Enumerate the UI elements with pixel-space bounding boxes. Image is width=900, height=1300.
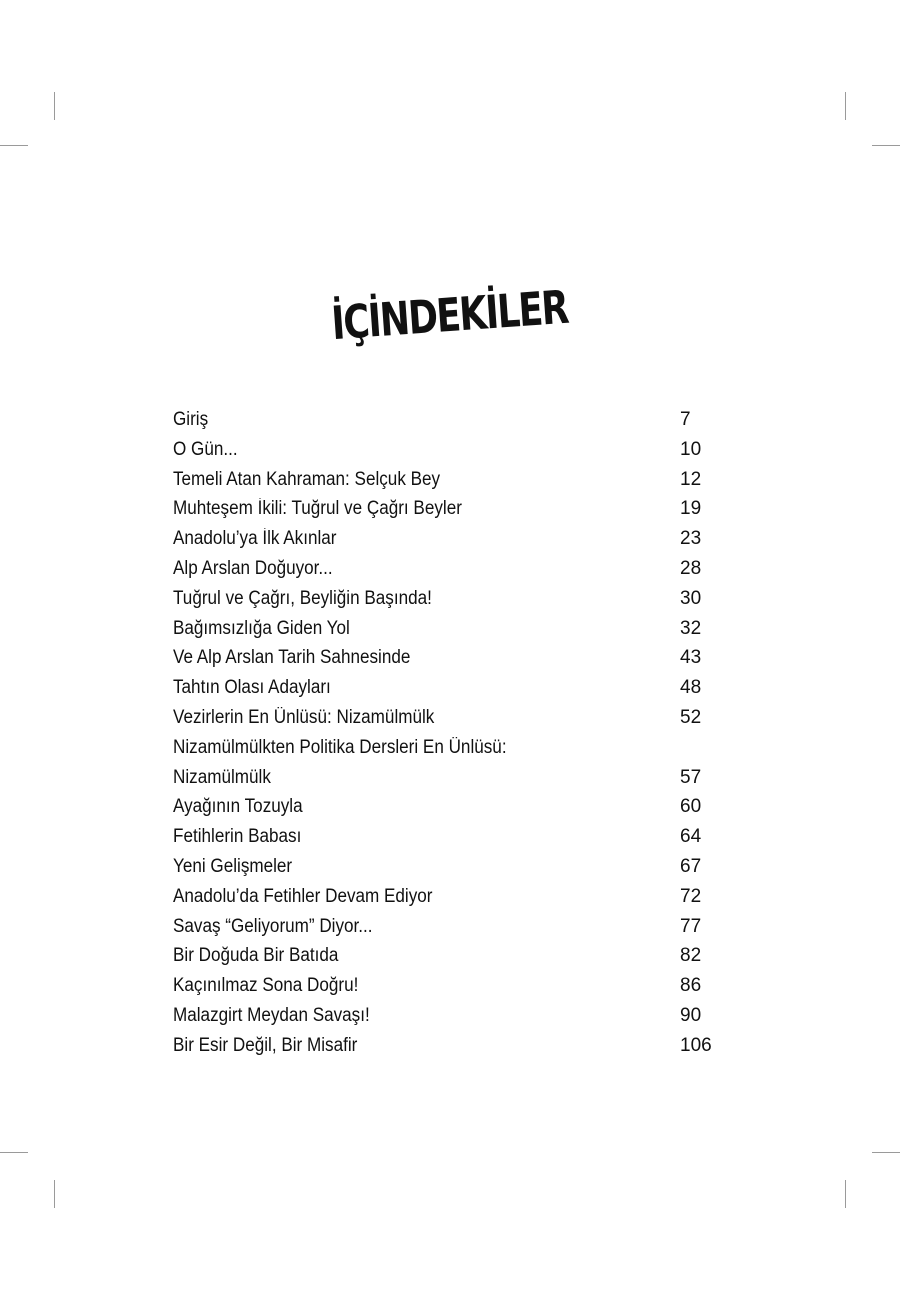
toc-entry-title: Tuğrul ve Çağrı, Beyliğin Başında! (173, 587, 432, 609)
toc-entry-page-number: 10 (680, 438, 702, 460)
toc-entry-page-number: 30 (680, 587, 702, 609)
toc-entry (173, 1001, 733, 1031)
page-title (0, 279, 900, 351)
toc-entry-page-number: 64 (680, 826, 702, 848)
toc-entry (173, 941, 733, 971)
toc-entry-title: Yeni Gelişmeler (173, 855, 293, 877)
toc-entry (173, 643, 733, 673)
toc-entry-title: Muhteşem İkili: Tuğrul ve Çağrı Beyler (173, 498, 462, 520)
toc-entry-title: Savaş “Geliyorum” Diyor... (173, 915, 373, 937)
toc-entry (173, 822, 733, 852)
toc-entry-title: Tahtın Olası Adayları (173, 677, 331, 699)
toc-entry-title: Bağımsızlığa Giden Yol (173, 617, 350, 639)
toc-entry-page-number: 12 (680, 468, 702, 490)
toc-entry (173, 524, 733, 554)
toc-entry (173, 554, 733, 584)
toc-entry (173, 703, 733, 733)
toc-entry-page-number: 60 (680, 796, 702, 818)
toc-entry-page-number: 32 (680, 617, 702, 639)
crop-mark-bottom-right-horizontal (872, 1152, 900, 1153)
toc-entry (173, 584, 733, 614)
toc-entry (173, 971, 733, 1001)
toc-entry-title: Kaçınılmaz Sona Doğru! (173, 975, 359, 997)
crop-mark-top-right-vertical (845, 92, 846, 120)
toc-entry-page-number: 77 (680, 915, 702, 937)
toc-entry-page-number: 19 (680, 498, 702, 520)
toc-entry-page-number: 57 (680, 766, 702, 788)
toc-entry-title: Giriş (173, 409, 209, 430)
toc-entry-page-number: 43 (680, 647, 702, 669)
toc-entry-title: O Gün... (173, 438, 238, 460)
toc-entry (173, 614, 733, 644)
toc-entry (173, 494, 733, 524)
crop-mark-top-left-vertical (54, 92, 55, 120)
toc-entry-page-number: 67 (680, 855, 702, 877)
toc-entry-page-number: 23 (680, 528, 702, 550)
toc-entry-title: Bir Esir Değil, Bir Misafir (173, 1034, 358, 1056)
toc-entry (173, 763, 733, 793)
toc-entry-page-number: 52 (680, 706, 702, 728)
toc-entry (173, 912, 733, 942)
toc-entry-title: Anadolu’ya İlk Akınlar (173, 528, 337, 550)
toc-entry (173, 733, 733, 763)
toc-entry-title: Fetihlerin Babası (173, 826, 302, 848)
toc-entry (173, 792, 733, 822)
crop-mark-top-right-horizontal (872, 145, 900, 146)
toc-entry-title: Temeli Atan Kahraman: Selçuk Bey (173, 468, 441, 490)
toc-entry-page-number: 86 (680, 975, 702, 997)
toc-entry (173, 435, 733, 465)
toc-entry (173, 405, 733, 435)
toc-entry-title: Bir Doğuda Bir Batıda (173, 945, 339, 967)
toc-entry-title: Ayağının Tozuyla (173, 796, 303, 818)
toc-entry-title: Alp Arslan Doğuyor... (173, 557, 333, 579)
toc-entry-page-number: 106 (680, 1034, 712, 1056)
crop-mark-bottom-left-vertical (54, 1180, 55, 1208)
toc-entry-title: Anadolu’da Fetihler Devam Ediyor (173, 885, 433, 907)
page-title-text: İÇİNDEKİLER (330, 279, 570, 351)
toc-entry-page-number: 90 (680, 1004, 702, 1026)
crop-mark-top-left-horizontal (0, 145, 28, 146)
toc-entry (173, 882, 733, 912)
crop-mark-bottom-left-horizontal (0, 1152, 28, 1153)
toc-entry (173, 465, 733, 495)
toc-entry-title: Vezirlerin En Ünlüsü: Nizamülmülk (173, 706, 435, 728)
table-of-contents (173, 405, 733, 1061)
toc-entry-page-number: 82 (680, 945, 702, 967)
crop-mark-bottom-right-vertical (845, 1180, 846, 1208)
toc-entry-title: Ve Alp Arslan Tarih Sahnesinde (173, 647, 411, 669)
toc-entry-page-number: 7 (680, 409, 691, 430)
toc-entry (173, 852, 733, 882)
toc-entry-title: Nizamülmülkten Politika Dersleri En Ünlüsü: (173, 736, 507, 758)
toc-entry (173, 673, 733, 703)
toc-entry (173, 1031, 733, 1061)
toc-entry-page-number: 48 (680, 677, 702, 699)
toc-entry-title: Malazgirt Meydan Savaşı! (173, 1004, 370, 1026)
toc-entry-title: Nizamülmülk (173, 766, 271, 788)
toc-entry-page-number: 28 (680, 557, 702, 579)
toc-entry-page-number: 72 (680, 885, 702, 907)
